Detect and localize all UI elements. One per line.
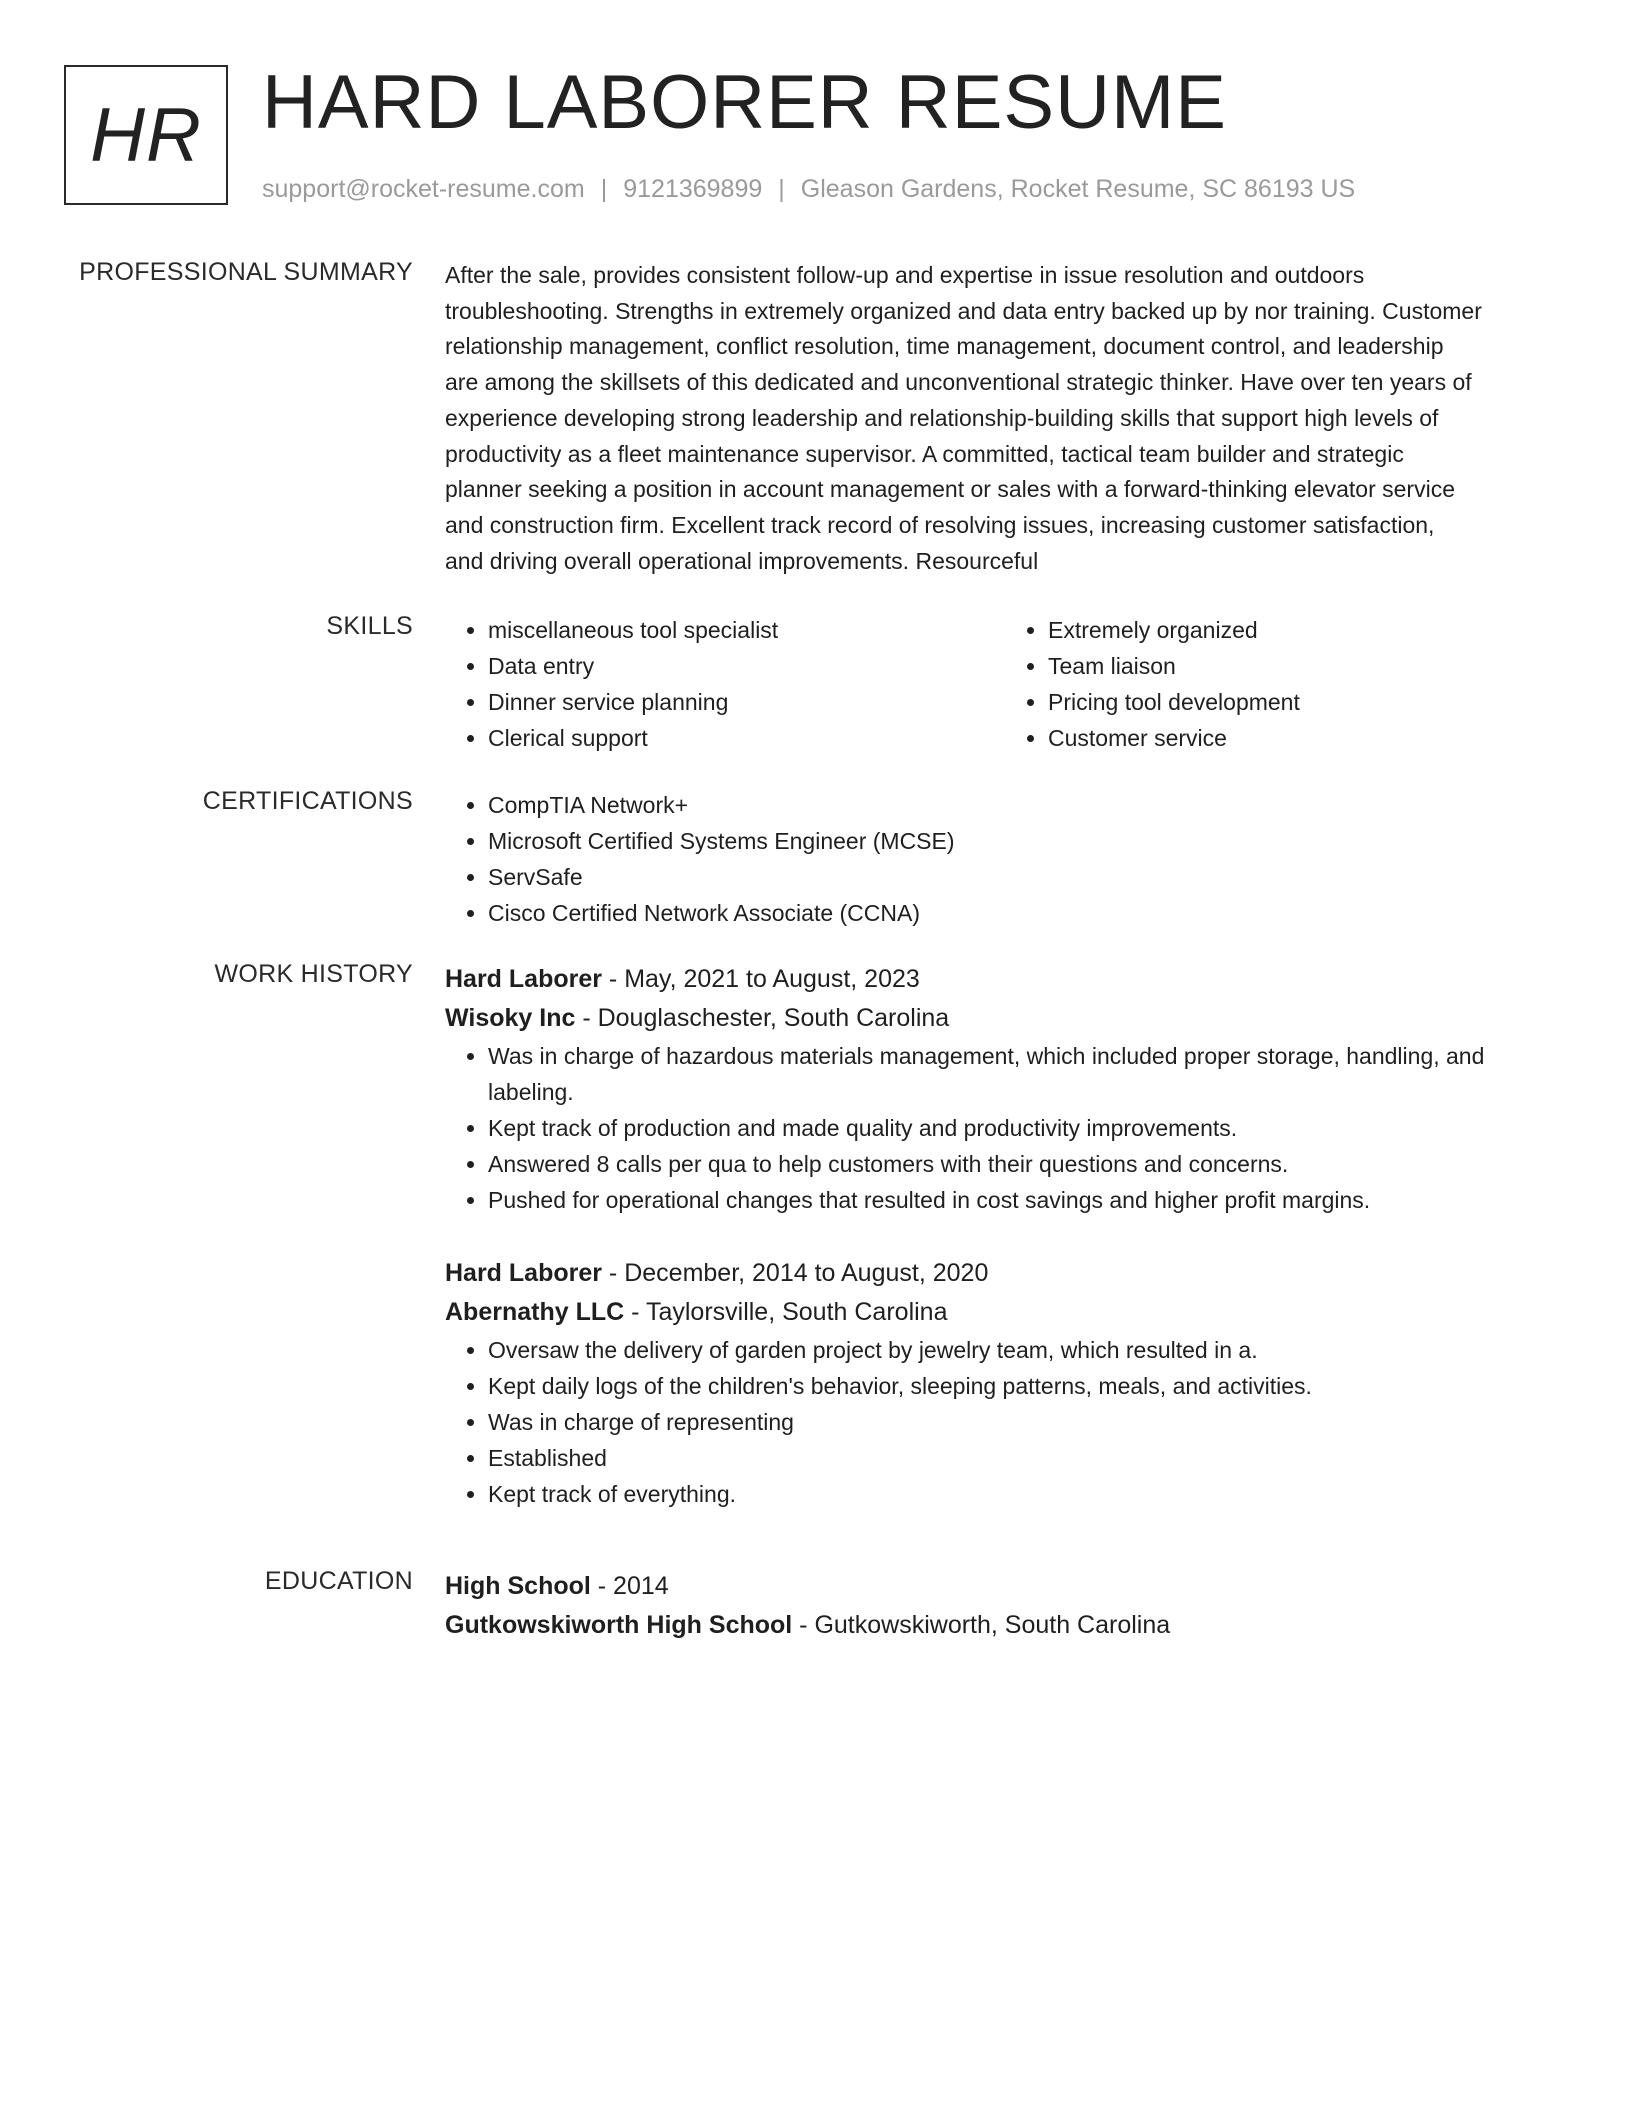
work-history-body [445, 960, 1565, 1512]
summary-line: experience developing strong leadership and relationship-building skills that support high levels of [445, 404, 1439, 431]
contact-line [262, 175, 1355, 204]
skill-item: • Clerical support [488, 720, 1005, 756]
job-dates: - December, 2014 to August, 2020 [601, 1259, 989, 1287]
certification-item: • Cisco Certified Network Associate (CCNA) [488, 895, 1565, 931]
job-location: - Taylorsville, South Carolina [624, 1298, 948, 1326]
skills-list-col2 [1005, 612, 1565, 756]
skill-item: • Extremely organized [1048, 612, 1565, 648]
job-location: - Douglaschester, South Carolina [575, 1004, 950, 1032]
job-bullet: • Kept track of production and made quality and productivity improvements. [488, 1110, 1565, 1146]
job-company-line [445, 1293, 1565, 1332]
job-bullet: • Pushed for operational changes that resulted in cost savings and higher profit margins. [488, 1182, 1565, 1218]
summary-body [445, 258, 1565, 579]
section-label-certifications: CERTIFICATIONS [202, 787, 413, 815]
job-bullet: • Kept daily logs of the children's behavior, sleeping patterns, meals, and activities. [488, 1368, 1565, 1404]
section-label-skills: SKILLS [326, 612, 413, 640]
skills-body [445, 612, 1565, 756]
certifications-body [445, 787, 1565, 931]
job-bullet: • Established [488, 1440, 1565, 1476]
contact-address: Gleason Gardens, Rocket Resume, SC 86193 US [800, 175, 1356, 203]
contact-separator: | [778, 175, 785, 203]
skill-item: • Dinner service planning [488, 684, 1005, 720]
job-company: Wisoky Inc [445, 1004, 576, 1032]
job-bullets [445, 1038, 1565, 1218]
contact-phone[interactable]: 9121369899 [623, 175, 763, 203]
skill-item: • Team liaison [1048, 648, 1565, 684]
section-label-summary: PROFESSIONAL SUMMARY [79, 258, 413, 286]
education-degree: High School [445, 1572, 591, 1600]
job-bullet: • Answered 8 calls per qua to help customers with their questions and concerns. [488, 1146, 1565, 1182]
job-bullet-text: labeling. [488, 1079, 574, 1105]
job-bullets [445, 1332, 1565, 1512]
job-title: Hard Laborer [445, 1259, 602, 1287]
summary-line: and construction firm. Excellent track record of resolving issues, increasing customer satisfaction, [445, 511, 1435, 538]
summary-line: and driving overall operational improvements. Resourceful [445, 547, 1039, 574]
monogram-box [64, 65, 228, 205]
certification-item: • ServSafe [488, 859, 1565, 895]
summary-line: planner seeking a position in account management or sales with a forward-thinking elevator service [445, 476, 1455, 503]
job-dates: - May, 2021 to August, 2023 [601, 965, 920, 993]
summary-line: troubleshooting. Strengths in extremely organized and data entry backed up by nor training. Customer [445, 297, 1482, 324]
job-entry [445, 1254, 1565, 1512]
job-bullet: • Kept track of everything. [488, 1476, 1565, 1512]
section-label-work-history: WORK HISTORY [214, 960, 413, 988]
certifications-list [445, 787, 1565, 931]
job-bullet: • Oversaw the delivery of garden project by jewelry team, which resulted in a. [488, 1332, 1565, 1368]
skill-item: • Pricing tool development [1048, 684, 1565, 720]
summary-text [445, 258, 1565, 579]
skill-item: • miscellaneous tool specialist [488, 612, 1005, 648]
resume-title: HARD LABORER RESUME [262, 60, 1227, 145]
education-school: Gutkowskiworth High School [445, 1611, 793, 1639]
job-bullet-text: Was in charge of hazardous materials management, which included proper storage, handling, and [488, 1043, 1485, 1069]
contact-separator: | [600, 175, 608, 203]
skill-item: • Customer service [1048, 720, 1565, 756]
summary-line: productivity as a fleet maintenance supervisor. A committed, tactical team builder and strategic [445, 440, 1404, 467]
contact-email[interactable]: support@rocket-resume.com [262, 175, 585, 203]
certification-item: • Microsoft Certified Systems Engineer (MCSE) [488, 823, 1565, 859]
resume-header [64, 60, 1568, 215]
education-location: - Gutkowskiworth, South Carolina [792, 1611, 1171, 1639]
skill-item: • Data entry [488, 648, 1005, 684]
certification-item: • CompTIA Network+ [488, 787, 1565, 823]
job-entry [445, 960, 1565, 1218]
skills-list-col1 [445, 612, 1005, 756]
job-title: Hard Laborer [445, 965, 602, 993]
job-title-line [445, 1254, 1565, 1293]
education-degree-line [445, 1567, 1565, 1606]
job-bullet: • Was in charge of representing [488, 1404, 1565, 1440]
summary-line: After the sale, provides consistent follow-up and expertise in issue resolution and outdoors [445, 262, 1365, 288]
job-company-line [445, 999, 1565, 1038]
education-school-line [445, 1606, 1565, 1645]
section-label-education: EDUCATION [264, 1567, 413, 1595]
summary-line: relationship management, conflict resolution, time management, document control, and leadership [445, 333, 1444, 360]
education-body [445, 1567, 1565, 1645]
job-company: Abernathy LLC [445, 1298, 625, 1326]
job-title-line [445, 960, 1565, 999]
education-year: - 2014 [590, 1572, 669, 1600]
monogram-initials: HR [90, 92, 202, 178]
job-bullet [488, 1038, 1565, 1110]
summary-line: are among the skillsets of this dedicated and unconventional strategic thinker. Have over ten years of [445, 369, 1472, 396]
